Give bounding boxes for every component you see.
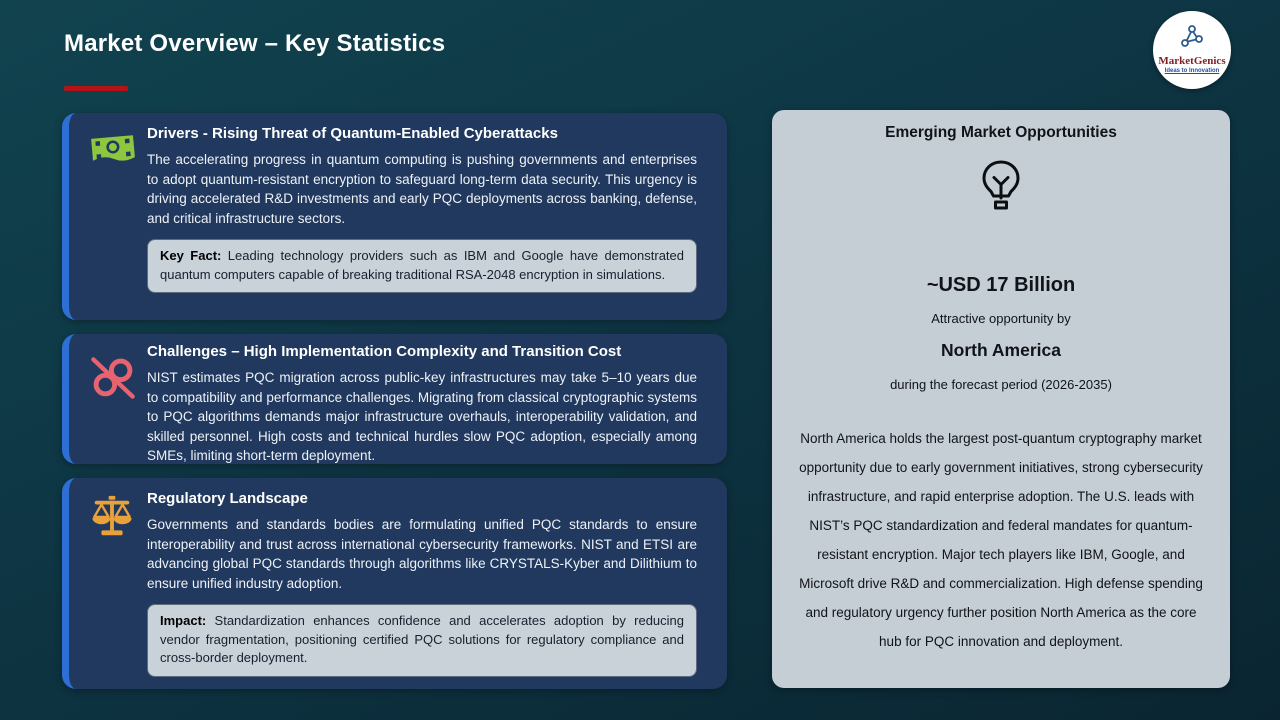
card-title: Regulatory Landscape	[147, 490, 308, 507]
impact-text: Standardization enhances confidence and accelerates adoption by reducing vendor fragmentation, positioning certified PQC solutions for regulatory compliance and cross-border deployment.	[160, 613, 684, 665]
logo-tagline: Ideas to Innovation	[1164, 68, 1220, 74]
lightbulb-icon	[798, 158, 1204, 214]
opportunity-period: during the forecast period (2026-2035)	[890, 377, 1112, 392]
card-challenges	[62, 334, 727, 464]
opportunity-lead: Attractive opportunity by	[931, 311, 1071, 326]
marketgenics-logo	[1153, 11, 1231, 89]
key-fact-box	[147, 239, 697, 293]
panel-title: Emerging Market Opportunities	[885, 124, 1117, 141]
opportunity-description: North America holds the largest post-quantum cryptography market opportunity due to early government initiatives, strong cybersecurity infrastructure, and rapid enterprise adoption. The U.S. leads with NIST’s PQC standardization and federal mandates for quantum-resistant encryption. Major tech players like IBM, Google, and Microsoft drive R&D and commercialization. High defense spending and regulatory urgency further position North America as the core hub for PQC innovation and deployment.	[799, 431, 1203, 649]
card-drivers	[62, 113, 727, 320]
banknote-icon	[89, 129, 137, 177]
title-underline	[64, 86, 128, 91]
broken-link-icon	[89, 354, 137, 402]
impact-label: Impact:	[160, 613, 207, 628]
logo-name: MarketGenics	[1158, 55, 1226, 67]
molecule-icon	[1179, 25, 1205, 54]
page-title: Market Overview – Key Statistics	[64, 30, 446, 57]
card-body: Governments and standards bodies are formulating unified PQC standards to ensure interoperability and trust across international cybersecurity frameworks. NIST and ETSI are advancing global PQC standards through algorithms like CRYSTALS-Kyber and Dilithium to ensure unified industry adoption.	[147, 517, 697, 591]
card-title: Challenges – High Implementation Complexity and Transition Cost	[147, 343, 622, 360]
card-body: The accelerating progress in quantum computing is pushing governments and enterprises to adopt quantum-resistant encryption to safeguard long-term data security. This urgency is driving accelerated R&D investments and early PQC deployments across banking, defense, and critical infrastructure sectors.	[147, 152, 697, 226]
key-fact-text: Leading technology providers such as IBM and Google have demonstrated quantum computers capable of breaking traditional RSA-2048 encryption in simulations.	[160, 248, 684, 282]
card-body: NIST estimates PQC migration across public-key infrastructures may take 5–10 years due to compatibility and performance challenges. Migrating from classical cryptographic systems to PQC algorithms demands major infrastructure overhauls, interoperability validation, and skilled personnel. High costs and technical hurdles slow PQC adoption, especially among SMEs, limiting short-term deployment.	[147, 370, 697, 463]
card-regulatory	[62, 478, 727, 689]
impact-box	[147, 604, 697, 677]
key-fact-label: Key Fact:	[160, 248, 222, 263]
opportunity-value: ~USD 17 Billion	[926, 274, 1076, 296]
scales-icon	[89, 494, 137, 542]
card-title: Drivers - Rising Threat of Quantum-Enabled Cyberattacks	[147, 125, 558, 142]
opportunity-panel	[772, 110, 1230, 688]
opportunity-region: North America	[941, 340, 1061, 360]
